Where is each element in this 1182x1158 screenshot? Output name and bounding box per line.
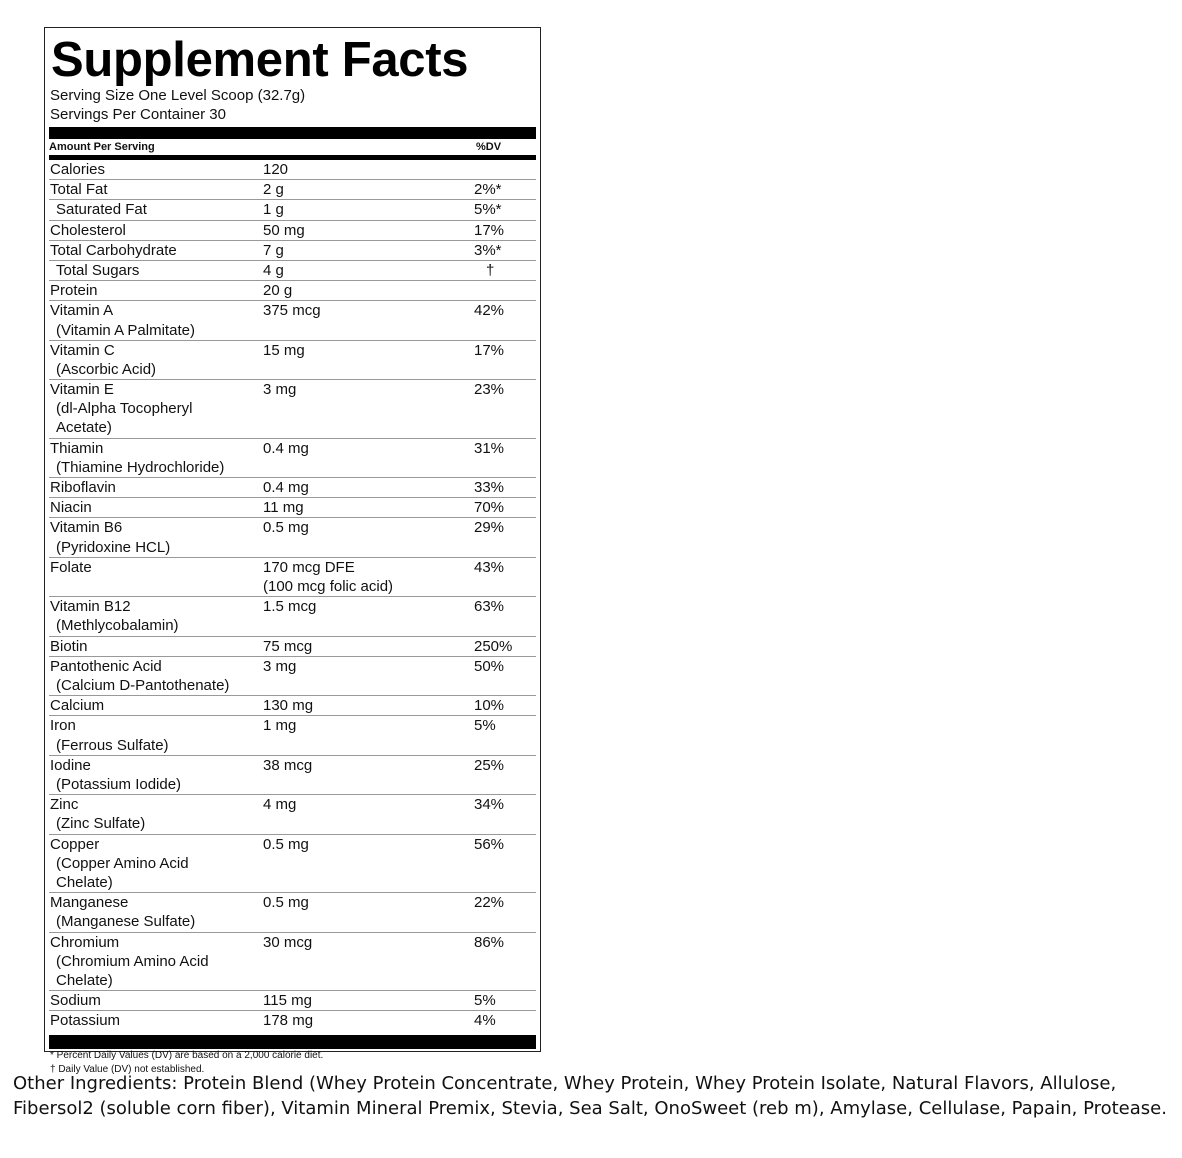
nutrient-source: (Copper Amino Acid	[56, 854, 189, 872]
nutrient-daily-value: 34%	[474, 796, 505, 814]
nutrient-amount: 2 g	[263, 181, 284, 199]
nutrient-name: Potassium	[50, 1012, 121, 1030]
nutrient-daily-value: 31%	[474, 439, 505, 457]
nutrient-row	[49, 1011, 536, 1030]
nutrient-table	[49, 160, 536, 1031]
nutrient-name: Total Sugars	[56, 261, 140, 279]
nutrient-amount: 20 g	[263, 282, 293, 300]
nutrient-daily-value: 29%	[474, 519, 505, 537]
nutrient-amount: 375 mcg	[263, 302, 321, 320]
nutrient-source: (Methlycobalamin)	[56, 617, 179, 635]
nutrient-name: Iron	[50, 717, 76, 735]
nutrient-row	[49, 160, 536, 180]
nutrient-source-cont: Acetate)	[56, 419, 112, 437]
nutrient-daily-value: 4%	[474, 1012, 496, 1030]
nutrient-name: Vitamin B12	[50, 598, 131, 616]
nutrient-daily-value: 10%	[474, 697, 505, 715]
bottom-divider	[49, 1035, 536, 1049]
nutrient-amount: 0.5 mg	[263, 519, 309, 537]
nutrient-amount: 38 mcg	[263, 756, 313, 774]
nutrient-row	[49, 696, 536, 716]
nutrient-daily-value: 56%	[474, 835, 505, 853]
nutrient-daily-value: 2%*	[474, 181, 502, 199]
serving-size: Serving Size One Level Scoop (32.7g)	[50, 87, 306, 104]
nutrient-row	[49, 558, 536, 597]
nutrient-name: Folate	[50, 558, 92, 576]
nutrient-row	[49, 261, 536, 281]
nutrient-name: Chromium	[50, 933, 120, 951]
nutrient-row	[49, 221, 536, 241]
nutrient-name: Sodium	[50, 992, 101, 1010]
nutrient-daily-value: 86%	[474, 933, 505, 951]
dv-header: %DV	[476, 141, 502, 153]
nutrient-amount: 7 g	[263, 241, 284, 259]
nutrient-name: Calories	[50, 161, 106, 178]
nutrient-name: Calcium	[50, 697, 105, 715]
nutrient-source: (Calcium D-Pantothenate)	[56, 677, 230, 694]
nutrient-source: (Zinc Sulfate)	[56, 815, 146, 833]
nutrient-name: Riboflavin	[50, 479, 116, 497]
nutrient-name: Manganese	[50, 894, 129, 912]
nutrient-source: (Ascorbic Acid)	[56, 360, 157, 378]
nutrient-row	[49, 241, 536, 261]
nutrient-daily-value: 42%	[474, 302, 505, 320]
thick-divider	[49, 127, 536, 139]
supplement-facts-panel	[44, 27, 541, 1075]
nutrient-source-cont: Chelate)	[56, 971, 113, 989]
nutrient-amount: 1 g	[263, 201, 284, 219]
nutrient-name: Zinc	[50, 796, 79, 814]
nutrient-row	[49, 380, 536, 439]
nutrient-source: (dl-Alpha Tocopheryl	[56, 400, 193, 418]
nutrient-daily-value: 63%	[474, 598, 505, 616]
nutrient-name: Niacin	[50, 499, 92, 517]
nutrient-row	[49, 518, 536, 557]
nutrient-row	[49, 933, 536, 992]
nutrient-daily-value: 250%	[474, 637, 513, 655]
nutrient-row	[49, 478, 536, 498]
nutrient-amount: 178 mg	[263, 1012, 314, 1030]
nutrient-name: Iodine	[50, 756, 91, 774]
nutrient-name: Biotin	[50, 637, 88, 655]
nutrient-amount: 0.5 mg	[263, 835, 309, 853]
nutrient-row	[49, 991, 536, 1011]
label-title: Supplement Facts	[51, 33, 469, 87]
nutrient-amount: 75 mcg	[263, 637, 313, 655]
nutrient-daily-value: 17%	[474, 221, 505, 239]
nutrient-daily-value: 43%	[474, 558, 505, 576]
nutrient-amount: 15 mg	[263, 341, 305, 359]
servings-per-container: Servings Per Container 30	[50, 106, 226, 123]
nutrient-daily-value: 3%*	[474, 241, 502, 259]
nutrient-source: (Thiamine Hydrochloride)	[56, 458, 225, 476]
nutrient-source: (Ferrous Sulfate)	[56, 736, 169, 754]
dv-footnote: * Percent Daily Values (DV) are based on a 2,000 calorie diet.	[50, 1049, 324, 1061]
nutrient-daily-value: 5%*	[474, 201, 502, 219]
nutrient-amount: 3 mg	[263, 381, 297, 399]
nutrient-row	[49, 281, 536, 301]
nutrient-source: (Vitamin A Palmitate)	[56, 321, 195, 339]
nutrient-row	[49, 180, 536, 200]
nutrient-name: Vitamin A	[50, 302, 114, 320]
nutrient-daily-value: †	[486, 261, 495, 279]
column-header	[49, 141, 536, 154]
nutrient-name: Vitamin E	[50, 381, 114, 399]
nutrient-row	[49, 498, 536, 518]
nutrient-row	[49, 657, 536, 696]
nutrient-row	[49, 795, 536, 834]
nutrient-amount: 0.4 mg	[263, 479, 309, 497]
nutrient-amount: 0.5 mg	[263, 894, 309, 912]
nutrient-daily-value: 70%	[474, 499, 505, 517]
nutrient-amount: 11 mg	[263, 499, 304, 517]
nutrient-name: Saturated Fat	[56, 201, 147, 219]
nutrient-row	[49, 301, 536, 340]
nutrient-daily-value: 5%	[474, 717, 496, 735]
nutrient-row	[49, 597, 536, 636]
nutrient-row	[49, 637, 536, 657]
nutrient-amount-detail: (100 mcg folic acid)	[263, 578, 394, 596]
nutrient-row	[49, 716, 536, 755]
nutrient-amount: 130 mg	[263, 697, 314, 715]
nutrient-name: Cholesterol	[50, 221, 126, 239]
nutrient-name: Protein	[50, 282, 98, 300]
nutrient-row	[49, 835, 536, 894]
nutrient-daily-value: 17%	[474, 341, 505, 359]
nutrient-daily-value: 5%	[474, 992, 496, 1010]
nutrient-daily-value: 22%	[474, 894, 505, 912]
nutrient-row	[49, 756, 536, 795]
nutrient-amount: 120	[263, 161, 289, 178]
nutrient-row	[49, 200, 536, 220]
nutrient-source: (Pyridoxine HCL)	[56, 538, 171, 556]
nutrient-amount: 1.5 mcg	[263, 598, 317, 616]
other-ingredients: Other Ingredients: Protein Blend (Whey Protein Concentrate, Whey Protein, Whey Protein Isolate, Natural Flavors, Allulose, Fibersol2 (soluble corn fiber), Vitamin Mineral Premix, Stevia, Sea Salt, OnoSweet (reb m), Amylase, Cellulase, Papain, Protease.	[13, 1073, 1167, 1119]
nutrient-name: Thiamin	[50, 439, 104, 457]
nutrient-daily-value: 25%	[474, 756, 505, 774]
nutrient-amount: 50 mg	[263, 221, 305, 239]
nutrient-amount: 4 g	[263, 261, 284, 279]
nutrient-source: (Manganese Sulfate)	[56, 913, 196, 931]
nutrient-source-cont: Chelate)	[56, 873, 113, 891]
nutrient-row	[49, 893, 536, 932]
dagger-footnote: † Daily Value (DV) not established.	[50, 1063, 205, 1075]
nutrient-name: Pantothenic Acid	[50, 657, 162, 675]
nutrient-amount: 30 mcg	[263, 933, 313, 951]
nutrient-amount: 115 mg	[263, 992, 312, 1010]
nutrient-daily-value: 23%	[474, 381, 505, 399]
nutrient-name: Copper	[50, 835, 100, 853]
nutrient-amount: 0.4 mg	[263, 439, 309, 457]
nutrient-daily-value: 50%	[474, 657, 505, 675]
nutrient-amount: 1 mg	[263, 717, 297, 735]
nutrient-source: (Chromium Amino Acid	[56, 952, 209, 970]
nutrient-source: (Potassium Iodide)	[56, 775, 182, 793]
nutrient-name: Vitamin B6	[50, 519, 123, 537]
nutrient-name: Total Carbohydrate	[50, 241, 177, 259]
nutrient-row	[49, 439, 536, 478]
nutrient-name: Vitamin C	[50, 341, 115, 359]
nutrient-name: Total Fat	[50, 181, 108, 199]
nutrient-amount: 3 mg	[263, 657, 297, 675]
amount-per-serving-header: Amount Per Serving	[49, 141, 155, 153]
nutrient-amount: 4 mg	[263, 796, 297, 814]
nutrient-amount: 170 mcg DFE	[263, 558, 355, 576]
nutrient-daily-value: 33%	[474, 479, 505, 497]
nutrient-row	[49, 341, 536, 380]
